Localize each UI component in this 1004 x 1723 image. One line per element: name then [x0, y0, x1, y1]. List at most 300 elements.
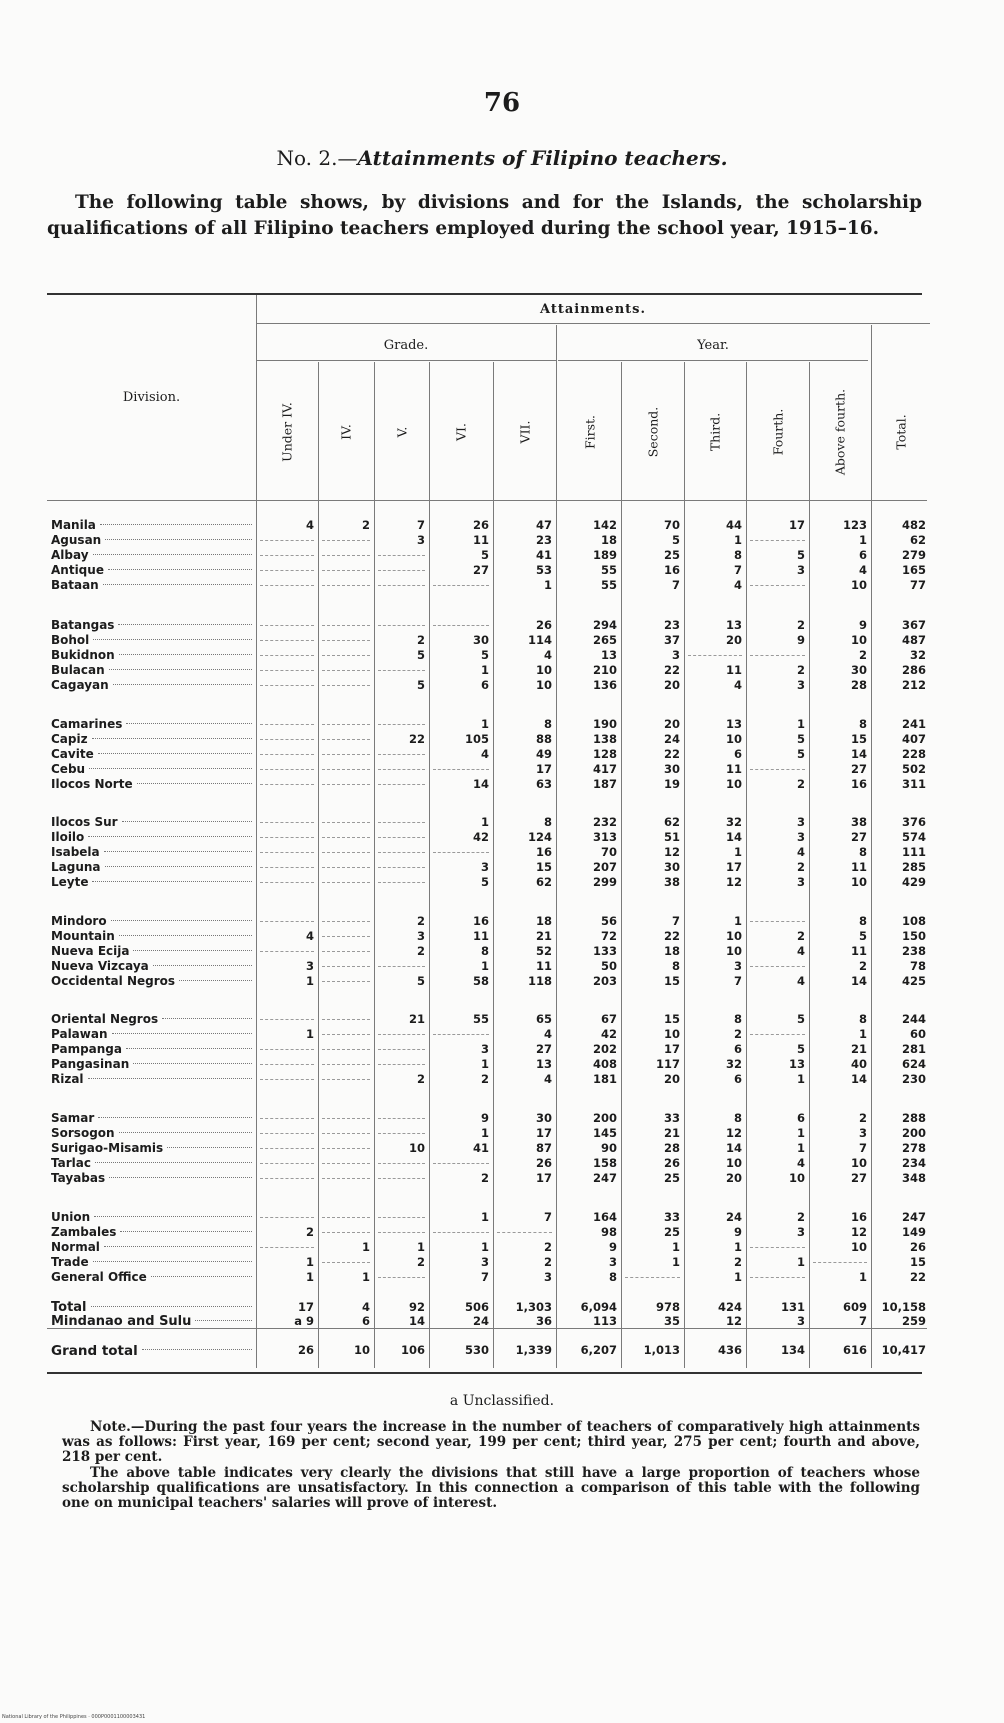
value-cell: 1 [305, 1027, 314, 1041]
division-name: Total [51, 1300, 87, 1315]
value-cell: 6 [733, 1042, 742, 1056]
value-cell: 1 [480, 959, 489, 973]
empty-cell [378, 837, 425, 838]
value-cell: 5 [480, 648, 489, 662]
value-cell: 265 [592, 633, 617, 647]
value-cell: 13 [535, 1057, 552, 1071]
value-cell: 30 [535, 1111, 552, 1125]
empty-cell [322, 784, 370, 785]
value-cell: 6 [733, 747, 742, 761]
value-cell: 38 [850, 815, 867, 829]
value-cell: 18 [535, 914, 552, 928]
empty-cell [433, 585, 489, 586]
column-header: Third. [707, 412, 723, 452]
leader-dots [133, 1063, 252, 1064]
value-cell: 4 [543, 648, 552, 662]
value-cell: 1 [796, 717, 805, 731]
value-cell: 20 [725, 633, 742, 647]
library-credit: National Library of the Philippines · 000P0001100003431 [2, 1714, 146, 1720]
value-cell: 311 [901, 777, 926, 791]
empty-cell [750, 966, 805, 967]
value-cell: 425 [901, 974, 926, 988]
division-name: Trade [51, 1255, 89, 1269]
leader-dots [113, 684, 252, 685]
empty-cell [378, 852, 425, 853]
empty-cell [260, 570, 314, 571]
value-cell: 18 [663, 944, 680, 958]
value-cell: 14 [850, 1072, 867, 1086]
empty-cell [433, 1232, 489, 1233]
division-name: Nueva Vizcaya [51, 959, 149, 973]
empty-cell [322, 655, 370, 656]
value-cell: 10,158 [881, 1300, 926, 1314]
value-cell: 17 [663, 1042, 680, 1056]
value-cell: 145 [592, 1126, 617, 1140]
empty-cell [260, 852, 314, 853]
leader-dots [93, 639, 252, 640]
value-cell: 11 [850, 944, 867, 958]
value-cell: 4 [733, 678, 742, 692]
table-row [47, 1156, 927, 1171]
value-cell: 9 [733, 1225, 742, 1239]
value-cell: 5 [796, 747, 805, 761]
table-row [47, 875, 927, 890]
leader-dots [118, 624, 252, 625]
value-cell: 1,339 [515, 1343, 552, 1357]
value-cell: 2 [361, 518, 370, 532]
value-cell: 10 [353, 1343, 370, 1357]
value-cell: 3 [796, 875, 805, 889]
division-name: General Office [51, 1270, 147, 1284]
footnote: a Unclassified. [449, 1393, 555, 1409]
value-cell: 2 [858, 648, 867, 662]
value-cell: 1 [796, 1072, 805, 1086]
value-cell: 5 [671, 533, 680, 547]
table-row [47, 762, 927, 777]
value-cell: 14 [850, 974, 867, 988]
leader-dots [94, 1216, 252, 1217]
division-name: Batangas [51, 618, 115, 632]
value-cell: 12 [725, 1314, 742, 1328]
value-cell: 134 [780, 1343, 805, 1357]
value-cell: 133 [592, 944, 617, 958]
value-cell: 13 [725, 717, 742, 731]
value-cell: 40 [850, 1057, 867, 1071]
value-cell: 17 [535, 1171, 552, 1185]
division-header: Division. [122, 390, 181, 405]
empty-cell [378, 1217, 425, 1218]
leader-dots [98, 1117, 252, 1118]
empty-cell [322, 882, 370, 883]
value-cell: 18 [600, 533, 617, 547]
value-cell: 624 [901, 1057, 926, 1071]
empty-cell [260, 837, 314, 838]
empty-cell [322, 724, 370, 725]
value-cell: 14 [472, 777, 489, 791]
value-cell: 244 [901, 1012, 926, 1026]
value-cell: 77 [909, 578, 926, 592]
division-name: Pampanga [51, 1042, 122, 1056]
value-cell: 27 [850, 1171, 867, 1185]
empty-cell [433, 1034, 489, 1035]
value-cell: 17 [725, 860, 742, 874]
value-cell: 6 [361, 1314, 370, 1328]
division-name: Albay [51, 548, 89, 562]
table-row [47, 959, 927, 974]
value-cell: 49 [535, 747, 552, 761]
empty-cell [378, 724, 425, 725]
value-cell: 2 [543, 1240, 552, 1254]
empty-cell [322, 966, 370, 967]
division-name: Sorsogon [51, 1126, 115, 1140]
value-cell: 11 [725, 663, 742, 677]
empty-cell [260, 921, 314, 922]
value-cell: 12 [663, 845, 680, 859]
value-cell: 98 [600, 1225, 617, 1239]
value-cell: 424 [717, 1300, 742, 1314]
table-row [47, 1042, 927, 1057]
leader-dots [126, 1048, 252, 1049]
value-cell: 55 [600, 563, 617, 577]
value-cell: 87 [535, 1141, 552, 1155]
division-name: Bataan [51, 578, 99, 592]
empty-cell [260, 1178, 314, 1179]
value-cell: 3 [480, 860, 489, 874]
empty-cell [378, 1049, 425, 1050]
value-cell: 259 [901, 1314, 926, 1328]
empty-cell [322, 1148, 370, 1149]
value-cell: 21 [408, 1012, 425, 1026]
value-cell: 60 [909, 1027, 926, 1041]
leader-dots [122, 821, 252, 822]
value-cell: 63 [535, 777, 552, 791]
value-cell: 142 [592, 518, 617, 532]
empty-cell [322, 852, 370, 853]
value-cell: 12 [725, 1126, 742, 1140]
value-cell: 436 [717, 1343, 742, 1357]
value-cell: 10 [788, 1171, 805, 1185]
table-row [47, 1126, 927, 1141]
division-name: Iloilo [51, 830, 85, 844]
value-cell: 30 [663, 762, 680, 776]
value-cell: 281 [901, 1042, 926, 1056]
leader-dots [126, 723, 252, 724]
division-name: Cagayan [51, 678, 109, 692]
value-cell: 165 [901, 563, 926, 577]
table-row [47, 633, 927, 648]
empty-cell [322, 625, 370, 626]
empty-cell [378, 1118, 425, 1119]
table-row [47, 648, 927, 663]
value-cell: 15 [663, 974, 680, 988]
table-row [47, 944, 927, 959]
value-cell: 65 [535, 1012, 552, 1026]
column-header: First. [582, 414, 597, 450]
empty-cell [322, 640, 370, 641]
value-cell: 3 [796, 830, 805, 844]
table-row [47, 1314, 927, 1329]
empty-cell [260, 585, 314, 586]
value-cell: 5 [416, 678, 425, 692]
value-cell: 190 [592, 717, 617, 731]
empty-cell [260, 724, 314, 725]
value-cell: 8 [858, 1012, 867, 1026]
value-cell: 2 [858, 959, 867, 973]
empty-cell [322, 1034, 370, 1035]
value-cell: 11 [472, 533, 489, 547]
empty-cell [322, 1079, 370, 1080]
empty-cell [322, 822, 370, 823]
empty-cell [750, 1247, 805, 1248]
table-row [47, 1300, 927, 1315]
empty-cell [260, 555, 314, 556]
leader-dots [195, 1320, 252, 1321]
empty-cell [322, 1178, 370, 1179]
value-cell: 117 [655, 1057, 680, 1071]
table-row [47, 1027, 927, 1042]
empty-cell [378, 769, 425, 770]
value-cell: 1 [416, 1240, 425, 1254]
value-cell: 3 [796, 1225, 805, 1239]
value-cell: 13 [725, 618, 742, 632]
empty-cell [378, 670, 425, 671]
value-cell: 230 [901, 1072, 926, 1086]
table-row [47, 1225, 927, 1240]
leader-dots [151, 1276, 252, 1277]
value-cell: 105 [464, 732, 489, 746]
value-cell: 1 [733, 1240, 742, 1254]
empty-cell [322, 570, 370, 571]
value-cell: 10 [725, 777, 742, 791]
value-cell: 7 [733, 563, 742, 577]
empty-cell [322, 754, 370, 755]
value-cell: 367 [901, 618, 926, 632]
empty-cell [750, 540, 805, 541]
column-header: Above fourth. [832, 388, 848, 476]
value-cell: 3 [480, 1255, 489, 1269]
value-cell: 17 [535, 1126, 552, 1140]
value-cell: 1 [733, 1270, 742, 1284]
value-cell: 14 [725, 830, 742, 844]
value-cell: 15 [850, 732, 867, 746]
grade-rule [256, 360, 556, 361]
division-name: Tarlac [51, 1156, 91, 1170]
value-cell: 2 [733, 1027, 742, 1041]
value-cell: 12 [850, 1225, 867, 1239]
empty-cell [260, 1019, 314, 1020]
empty-cell [260, 822, 314, 823]
value-cell: 50 [600, 959, 617, 973]
value-cell: 5 [796, 1012, 805, 1026]
value-cell: 1 [733, 533, 742, 547]
value-cell: 4 [305, 929, 314, 943]
empty-cell [260, 951, 314, 952]
value-cell: 33 [663, 1210, 680, 1224]
table-row [47, 1270, 927, 1285]
empty-cell [688, 655, 742, 656]
division-name: Tayabas [51, 1171, 106, 1185]
value-cell: 7 [858, 1141, 867, 1155]
attainments-rule [256, 323, 930, 324]
value-cell: 9 [608, 1240, 617, 1254]
value-cell: 3 [416, 533, 425, 547]
column-header: Under IV. [279, 402, 295, 462]
division-name: Samar [51, 1111, 95, 1125]
division-name: Mindoro [51, 914, 107, 928]
value-cell: 5 [416, 974, 425, 988]
division-name: Cavite [51, 747, 94, 761]
value-cell: 164 [592, 1210, 617, 1224]
empty-cell [322, 936, 370, 937]
value-cell: 8 [858, 717, 867, 731]
value-cell: 5 [796, 732, 805, 746]
value-cell: 5 [480, 548, 489, 562]
value-cell: 8 [858, 914, 867, 928]
value-cell: 30 [663, 860, 680, 874]
empty-cell [378, 625, 425, 626]
table-row [47, 663, 927, 678]
division-name: Leyte [51, 875, 89, 889]
table-row [47, 1255, 927, 1270]
value-cell: 17 [535, 762, 552, 776]
division-name: Isabela [51, 845, 100, 859]
value-cell: 36 [535, 1314, 552, 1328]
empty-cell [322, 1163, 370, 1164]
column-header: IV. [338, 424, 354, 440]
leader-dots [109, 669, 252, 670]
value-cell: 67 [600, 1012, 617, 1026]
value-cell: 55 [600, 578, 617, 592]
value-cell: 4 [361, 1300, 370, 1314]
leader-dots [105, 539, 252, 540]
leader-dots [88, 1078, 252, 1079]
value-cell: 286 [901, 663, 926, 677]
value-cell: 21 [663, 1126, 680, 1140]
empty-cell [378, 1277, 425, 1278]
value-cell: 9 [480, 1111, 489, 1125]
leader-dots [95, 1162, 252, 1163]
leader-dots [162, 1018, 252, 1019]
empty-cell [322, 1049, 370, 1050]
empty-cell [750, 1034, 805, 1035]
value-cell: 482 [901, 518, 926, 532]
empty-cell [750, 585, 805, 586]
value-cell: 23 [535, 533, 552, 547]
division-name: Nueva Ecija [51, 944, 130, 958]
value-cell: 22 [909, 1270, 926, 1284]
value-cell: 200 [901, 1126, 926, 1140]
value-cell: 4 [796, 845, 805, 859]
value-cell: 33 [663, 1111, 680, 1125]
value-cell: 20 [725, 1171, 742, 1185]
value-cell: 7 [733, 974, 742, 988]
note-paragraph-1: Note.—During the past four years the increase in the number of teachers of comparatively high attainments was as follows: First year, 169 per cent; second year, 199 per cent; third year, 275 per cent; fourth and above, 218 per cent. [62, 1419, 920, 1465]
value-cell: 52 [535, 944, 552, 958]
division-name: Bulacan [51, 663, 105, 677]
leader-dots [120, 1231, 252, 1232]
value-cell: 10 [535, 678, 552, 692]
empty-cell [378, 1163, 425, 1164]
value-cell: 181 [592, 1072, 617, 1086]
division-name: Palawan [51, 1027, 108, 1041]
empty-cell [497, 1232, 552, 1233]
column-header: Second. [645, 406, 660, 458]
value-cell: 228 [901, 747, 926, 761]
value-cell: 2 [416, 944, 425, 958]
empty-cell [378, 1133, 425, 1134]
empty-cell [322, 1262, 370, 1263]
value-cell: 3 [796, 563, 805, 577]
column-header: VI. [453, 423, 469, 441]
value-cell: 3 [796, 678, 805, 692]
value-cell: 2 [796, 860, 805, 874]
empty-cell [260, 1217, 314, 1218]
value-cell: 3 [543, 1270, 552, 1284]
empty-cell [260, 655, 314, 656]
table-row [47, 845, 927, 860]
value-cell: 6 [480, 678, 489, 692]
value-cell: 4 [733, 578, 742, 592]
value-cell: 10 [850, 875, 867, 889]
empty-cell [260, 739, 314, 740]
empty-cell [378, 754, 425, 755]
value-cell: 8 [733, 1111, 742, 1125]
value-cell: 429 [901, 875, 926, 889]
value-cell: 8 [671, 959, 680, 973]
table-row [47, 1111, 927, 1126]
value-cell: 2 [416, 1255, 425, 1269]
value-cell: 114 [527, 633, 552, 647]
value-cell: 26 [909, 1240, 926, 1254]
value-cell: 8 [733, 548, 742, 562]
empty-cell [322, 685, 370, 686]
value-cell: 6,207 [580, 1343, 617, 1357]
table-row [47, 1057, 927, 1072]
value-cell: 26 [663, 1156, 680, 1170]
division-name: Laguna [51, 860, 101, 874]
value-cell: 106 [400, 1343, 425, 1357]
value-cell: 7 [671, 914, 680, 928]
division-name: Manila [51, 518, 96, 532]
empty-cell [260, 1118, 314, 1119]
leader-dots [179, 980, 252, 981]
value-cell: 407 [901, 732, 926, 746]
value-cell: 27 [850, 762, 867, 776]
value-cell: 1 [361, 1240, 370, 1254]
empty-cell [260, 1064, 314, 1065]
value-cell: 20 [663, 678, 680, 692]
value-cell: 62 [909, 533, 926, 547]
division-name: Grand total [51, 1343, 138, 1359]
value-cell: 2 [416, 914, 425, 928]
empty-cell [322, 585, 370, 586]
table-row [47, 563, 927, 578]
value-cell: 1,013 [643, 1343, 680, 1357]
value-cell: 7 [480, 1270, 489, 1284]
value-cell: 1 [796, 1126, 805, 1140]
value-cell: 1 [480, 1057, 489, 1071]
value-cell: 313 [592, 830, 617, 844]
table-row [47, 518, 927, 533]
division-name: Antique [51, 563, 104, 577]
value-cell: 1 [733, 845, 742, 859]
value-cell: 35 [663, 1314, 680, 1328]
leader-dots [105, 866, 252, 867]
value-cell: 15 [535, 860, 552, 874]
empty-cell [322, 867, 370, 868]
value-cell: 41 [472, 1141, 489, 1155]
value-cell: 11 [725, 762, 742, 776]
